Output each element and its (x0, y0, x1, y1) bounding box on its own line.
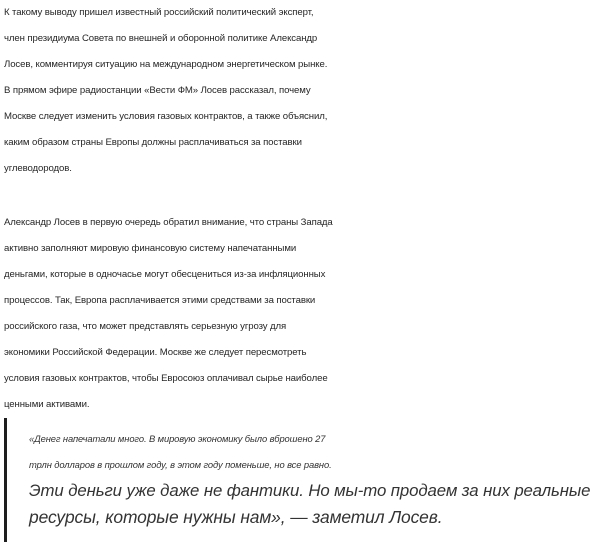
paragraph-line: углеводородов. (4, 163, 72, 174)
paragraph-line: деньгами, которые в одночасье могут обесцениться из-за инфляционных (4, 269, 326, 280)
paragraph-line: Лосев, комментируя ситуацию на международном энергетическом рынке. (4, 59, 328, 70)
quote-line: Эти деньги уже даже не фантики. Но мы-то продаем за них реальные (29, 481, 591, 500)
quote-text (29, 426, 590, 530)
article-paragraph-1 (4, 0, 598, 182)
paragraph-line: российского газа, что может представлять серьезную угрозу для (4, 321, 287, 332)
article-body (4, 0, 598, 418)
blockquote (4, 418, 598, 542)
paragraph-line: В прямом эфире радиостанции «Вести ФМ» Лосев рассказал, почему (4, 85, 311, 96)
quote-line: «Денег напечатали много. В мировую экономику было вброшено 27 (29, 433, 326, 444)
paragraph-line: Александр Лосев в первую очередь обратил внимание, что страны Запада (4, 217, 333, 228)
paragraph-line: экономики Российской Федерации. Москве же следует пересмотреть (4, 347, 307, 358)
paragraph-line: условия газовых контрактов, чтобы Евросоюз оплачивал сырье наиболее (4, 373, 328, 384)
paragraph-line: член президиума Совета по внешней и оборонной политике Александр (4, 33, 318, 44)
quote-line: ресурсы, которые нужны нам», — заметил Лосев. (29, 507, 443, 527)
paragraph-line: активно заполняют мировую финансовую систему напечатанными (4, 243, 297, 254)
paragraph-line: Москве следует изменить условия газовых контрактов, а также объяснил, (4, 111, 328, 122)
quote-line: трлн долларов в прошлом году, в этом году поменьше, но все равно. (29, 459, 332, 470)
paragraph-line: процессов. Так, Европа расплачивается этими средствами за поставки (4, 295, 316, 306)
paragraph-line: ценными активами. (4, 399, 90, 410)
article-paragraph-2 (4, 210, 598, 418)
paragraph-line: каким образом страны Европы должны расплачиваться за поставки (4, 137, 302, 148)
paragraph-line: К такому выводу пришел известный российский политический эксперт, (4, 7, 314, 18)
